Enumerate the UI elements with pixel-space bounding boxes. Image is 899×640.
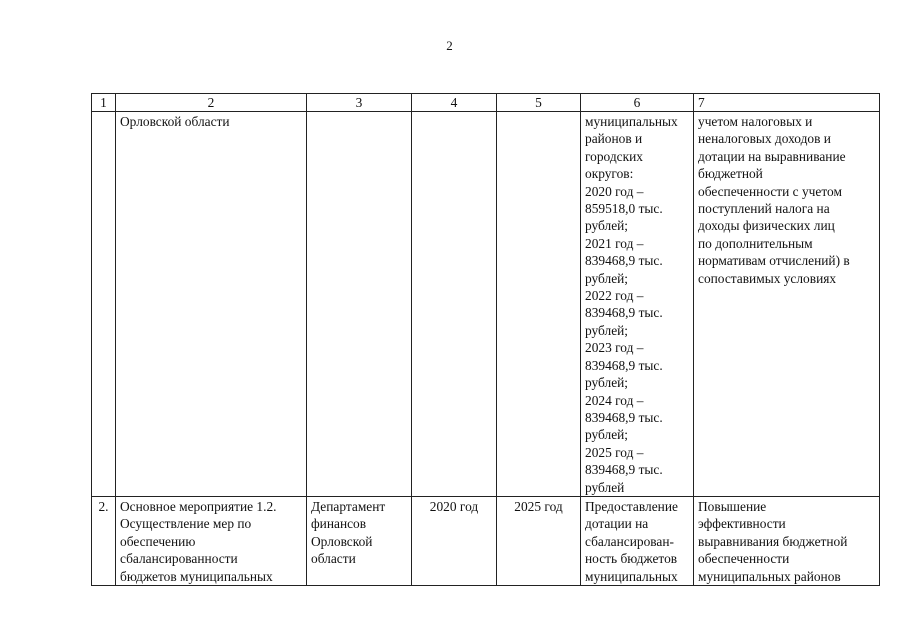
start-year-cell: 2020 год	[412, 496, 497, 585]
header-cell-col-6: 6	[581, 94, 694, 112]
table-row	[92, 112, 880, 497]
header-cell-col-1: 1	[92, 94, 116, 112]
executor-cell	[307, 112, 412, 497]
start-year-cell	[412, 112, 497, 497]
header-cell-col-7: 7	[694, 94, 880, 112]
measures-cell: муниципальных районов и городских округов: 2020 год – 859518,0 тыс. рублей; 2021 год – 839468,9 тыс. рублей; 2022 год – 839468,9 тыс. рублей; 2023 год – 839468,9 тыс. рублей; 2024 год – 839468,9 тыс. рублей; 2025 год – 839468,9 тыс. рублей	[581, 112, 694, 497]
activity-name-cell: Орловской области	[116, 112, 307, 497]
header-cell-col-3: 3	[307, 94, 412, 112]
activity-name-cell: Основное мероприятие 1.2. Осуществление мер по обеспечению сбалансированности бюджетов муниципальных	[116, 496, 307, 585]
header-cell-col-2: 2	[116, 94, 307, 112]
page-number: 2	[446, 38, 453, 53]
expected-result-cell: учетом налоговых и неналоговых доходов и дотации на выравнивание бюджетной обеспеченности с учетом поступлений налога на доходы физических лиц по дополнительным нормативам отчислений) в сопоставимых условиях	[694, 112, 880, 497]
end-year-cell: 2025 год	[497, 496, 581, 585]
table-header-row	[92, 94, 880, 112]
header-cell-col-4: 4	[412, 94, 497, 112]
expected-result-cell: Повышение эффективности выравнивания бюджетной обеспеченности муниципальных районов	[694, 496, 880, 585]
end-year-cell	[497, 112, 581, 497]
executor-cell: Департамент финансов Орловской области	[307, 496, 412, 585]
row-number-cell: 2.	[92, 496, 116, 585]
row-number-cell	[92, 112, 116, 497]
program-activities-table	[91, 93, 880, 586]
measures-cell: Предоставление дотации на сбалансирован- ность бюджетов муниципальных	[581, 496, 694, 585]
table-row	[92, 496, 880, 585]
header-cell-col-5: 5	[497, 94, 581, 112]
